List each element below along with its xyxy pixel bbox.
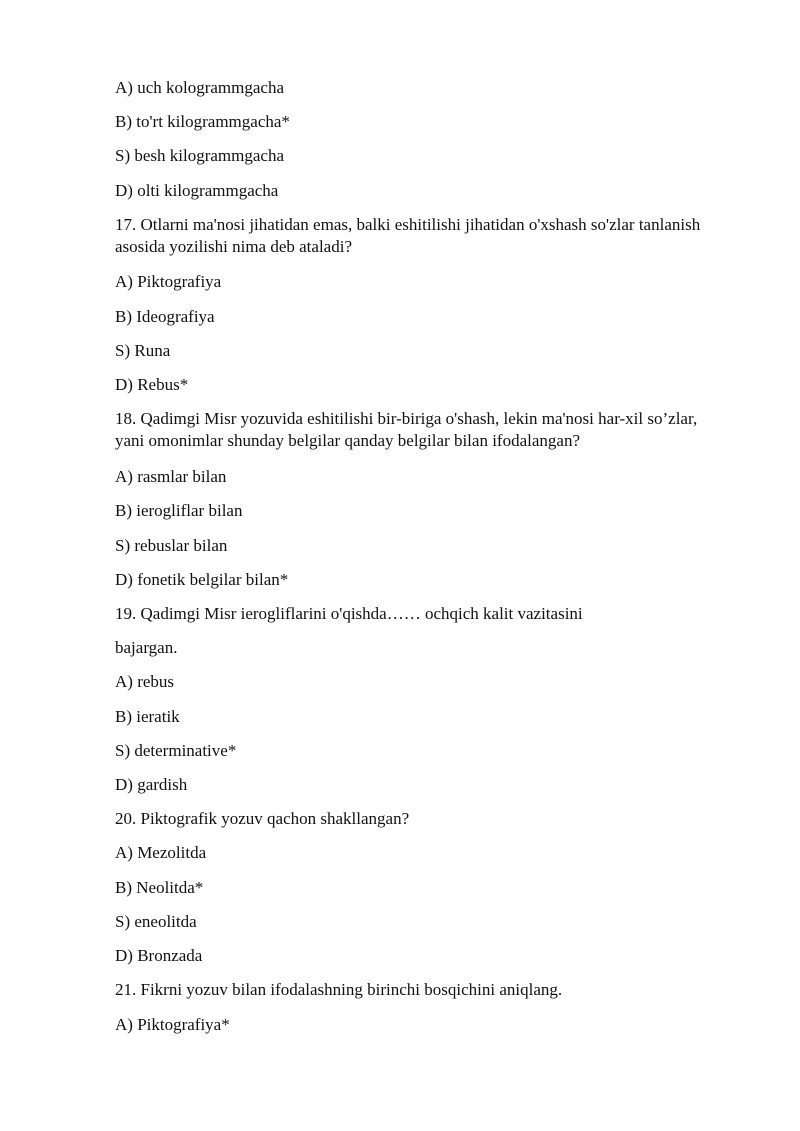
answer-option: A) rebus xyxy=(115,672,175,691)
answer-option: A) Mezolitda xyxy=(115,843,207,862)
question-text: 21. Fikrni yozuv bilan ifodalashning birinchi bosqichini aniqlang. xyxy=(115,980,563,999)
answer-option: S) besh kilogrammgacha xyxy=(115,146,285,165)
answer-option: D) olti kilogrammgacha xyxy=(115,181,279,200)
answer-option: S) eneolitda xyxy=(115,912,197,931)
question-text: 20. Piktografik yozuv qachon shakllangan? xyxy=(115,809,410,828)
answer-option: D) Rebus* xyxy=(115,375,189,394)
answer-option: B) ieratik xyxy=(115,707,180,726)
question-text: bajargan. xyxy=(115,638,178,657)
answer-option: A) Piktografiya xyxy=(115,272,222,291)
answer-option: D) Bronzada xyxy=(115,946,203,965)
answer-option: S) determinative* xyxy=(115,741,237,760)
question-text: 18. Qadimgi Misr yozuvida eshitilishi bir-biriga o'shash, lekin ma'nosi har-xil so’zlar, yani omonimlar shunday belgilar qanday belgilar bilan ifodalangan? xyxy=(115,409,698,450)
answer-option: A) rasmlar bilan xyxy=(115,467,227,486)
answer-option: B) to'rt kilogrammgacha* xyxy=(115,112,290,131)
answer-option: B) Neolitda* xyxy=(115,878,204,897)
answer-option: A) Piktografiya* xyxy=(115,1015,230,1034)
question-text: 19. Qadimgi Misr ierogliflarini o'qishda…… ochqich kalit vazitasini xyxy=(115,604,583,623)
answer-option: D) gardish xyxy=(115,775,188,794)
answer-option: B) Ideografiya xyxy=(115,307,215,326)
answer-option: A) uch kologrammgacha xyxy=(115,78,284,97)
answer-option: S) Runa xyxy=(115,341,171,360)
question-text: 17. Otlarni ma'nosi jihatidan emas, balki eshitilishi jihatidan o'xshash so'zlar tanlanish asosida yozilishi nima deb ataladi? xyxy=(115,215,701,256)
answer-option: B) ierogliflar bilan xyxy=(115,501,243,520)
answer-option: S) rebuslar bilan xyxy=(115,536,228,555)
answer-option: D) fonetik belgilar bilan* xyxy=(115,570,289,589)
